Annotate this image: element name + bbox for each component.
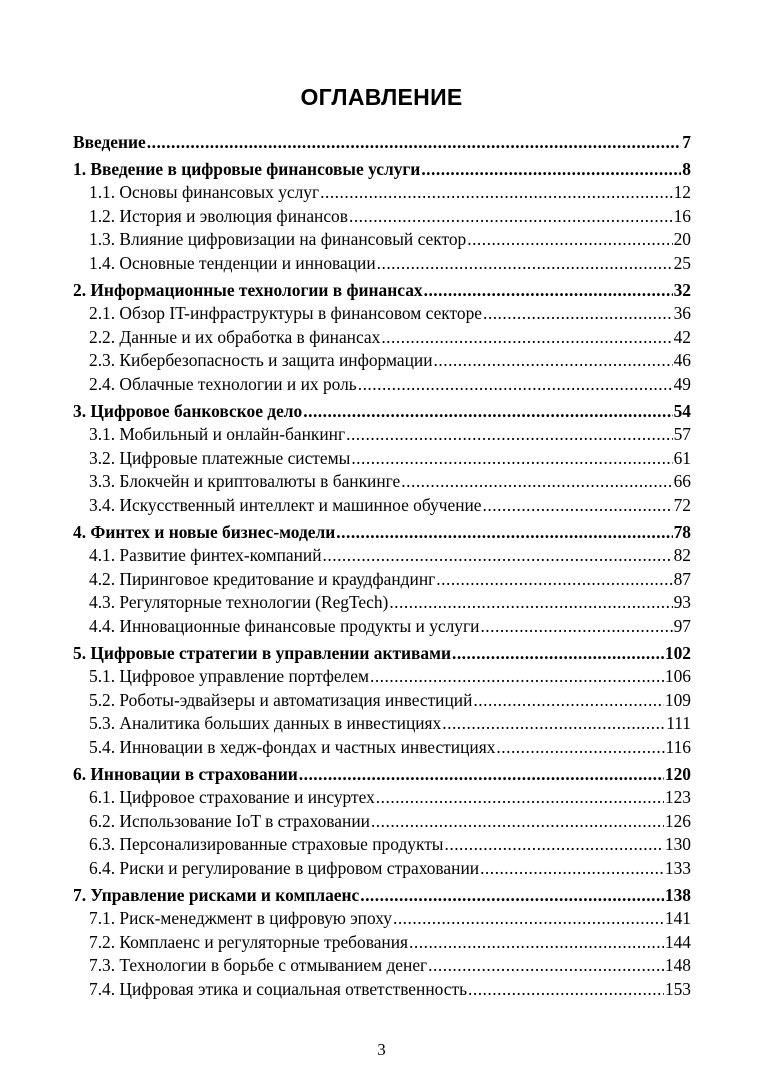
- dot-leader: [468, 978, 664, 1002]
- dot-leader: [371, 810, 664, 834]
- toc-chapter-section: [73, 520, 691, 638]
- dot-leader: [389, 591, 672, 615]
- toc-entry-label: 3. Цифровое банковское дело: [73, 401, 303, 421]
- dot-leader: [436, 568, 672, 592]
- toc-entry-page: 120: [664, 764, 691, 784]
- toc-entry-page: 12: [673, 182, 691, 202]
- toc-entry-label: 3.3. Блокчейн и криптовалюты в банкинге: [89, 471, 401, 491]
- toc-entry-page: 49: [673, 373, 691, 394]
- toc-entry-subsection[interactable]: [73, 373, 691, 397]
- dot-leader: [428, 954, 664, 978]
- toc-entry-page: 87: [673, 568, 691, 589]
- toc-entry-chapter[interactable]: [73, 762, 691, 786]
- dot-leader: [320, 181, 672, 205]
- dot-leader: [424, 278, 673, 302]
- toc-entry-page: 102: [664, 643, 691, 663]
- toc-entry-subsection[interactable]: [73, 423, 691, 447]
- toc-entry-label: 7.3. Технологии в борьбе с отмыванием денег: [89, 955, 428, 975]
- toc-entry-label: 4. Финтех и новые бизнес-модели: [73, 522, 336, 542]
- dot-leader: [336, 520, 672, 544]
- page-number: 3: [377, 1040, 386, 1059]
- dot-leader: [445, 833, 664, 857]
- toc-entry-subsection[interactable]: [73, 568, 691, 592]
- toc-entry-label: 4.2. Пиринговое кредитование и краудфандинг: [89, 568, 436, 589]
- toc-chapter-section: [73, 762, 691, 880]
- toc-entry-label: 5.1. Цифровое управление портфелем: [89, 666, 369, 686]
- toc-entry-page: 7: [682, 132, 691, 152]
- toc-entry-subsection[interactable]: [73, 252, 691, 276]
- toc-entry-page: 141: [664, 908, 691, 928]
- toc-entry-subsection[interactable]: [73, 205, 691, 229]
- toc-entry-subsection[interactable]: [73, 494, 691, 518]
- toc-entry-label: 1.1. Основы финансовых услуг: [89, 182, 320, 202]
- toc-entry-page: 130: [664, 834, 691, 854]
- toc-entry-label: 2.1. Обзор IT-инфраструктуры в финансовом секторе: [89, 303, 482, 323]
- toc-entry-label: 2.4. Облачные технологии и их роль: [89, 373, 357, 394]
- toc-chapter-section: [73, 157, 691, 275]
- dot-leader: [442, 712, 665, 736]
- page-title: ОГЛАВЛЕНИЕ: [300, 84, 463, 110]
- toc-entry-chapter[interactable]: [73, 157, 691, 181]
- toc-entry-label: 5.4. Инновации в хедж-фондах и частных инвестициях: [89, 736, 496, 757]
- dot-leader: [480, 615, 672, 639]
- toc-intro-section: [73, 130, 691, 154]
- toc-chapter-section: [73, 399, 691, 517]
- toc-entry-label: Введение: [73, 132, 146, 152]
- toc-entry-label: 2.2. Данные и их обработка в финансах: [89, 326, 381, 347]
- toc-chapter-section: [73, 883, 691, 1001]
- toc-entry-label: 6.4. Риски и регулирование в цифровом страховании: [89, 857, 480, 878]
- toc-entry-page: 78: [673, 522, 691, 542]
- toc-entry-page: 133: [664, 857, 691, 878]
- toc-entry-page: 138: [664, 885, 691, 905]
- toc-entry-label: 4.3. Регуляторные технологии (RegTech): [89, 592, 389, 612]
- toc-entry-chapter[interactable]: [73, 399, 691, 423]
- toc-entry-label: 7.2. Комплаенс и регуляторные требования: [89, 931, 409, 952]
- dot-leader: [376, 786, 664, 810]
- dot-leader: [393, 907, 664, 931]
- toc-entry-label: 3.4. Искусственный интеллект и машинное обучение: [89, 494, 482, 515]
- dot-leader: [483, 302, 673, 326]
- dot-leader: [370, 665, 664, 689]
- toc-entry-label: 1.2. История и эволюция финансов: [89, 205, 348, 226]
- toc-entry-page: 97: [673, 615, 691, 636]
- toc-entry-page: 111: [666, 713, 691, 733]
- toc-entry-subsection[interactable]: [73, 736, 691, 760]
- dot-leader: [358, 373, 673, 397]
- toc-entry-label: 3.1. Мобильный и онлайн-банкинг: [89, 424, 346, 444]
- dot-leader: [323, 544, 673, 568]
- toc-entry-label: 7.1. Риск-менеджмент в цифровую эпоху: [89, 908, 392, 928]
- dot-leader: [147, 130, 682, 154]
- toc-entry-subsection[interactable]: [73, 181, 691, 205]
- dot-leader: [303, 399, 672, 423]
- dot-leader: [299, 762, 664, 786]
- toc-entry-label: 1. Введение в цифровые финансовые услуги: [73, 159, 421, 179]
- toc-entry-chapter[interactable]: [73, 520, 691, 544]
- toc-entry-page: 123: [664, 787, 691, 807]
- toc-entry-label: 5.3. Аналитика больших данных в инвестициях: [89, 713, 442, 733]
- toc-entry-page: 153: [664, 978, 691, 999]
- toc-entry-page: 36: [673, 303, 691, 323]
- toc-entry-page: 32: [673, 280, 691, 300]
- toc-entry-subsection[interactable]: [73, 447, 691, 471]
- toc-entry-subsection[interactable]: [73, 470, 691, 494]
- toc-entry-page: 25: [673, 252, 691, 273]
- toc-entry-chapter[interactable]: [73, 883, 691, 907]
- toc-entry-subsection[interactable]: [73, 665, 691, 689]
- toc-entry-subsection[interactable]: [73, 931, 691, 955]
- toc-entry-subsection[interactable]: [73, 349, 691, 373]
- toc-entry-page: 72: [673, 494, 691, 515]
- toc-entry-page: 126: [664, 810, 691, 831]
- toc-entry-label: 6.1. Цифровое страхование и инсуртех: [89, 787, 375, 807]
- toc-entry-subsection[interactable]: [73, 712, 691, 736]
- toc-entry-page: 106: [664, 666, 691, 686]
- toc-entry-subsection[interactable]: [73, 326, 691, 350]
- toc-entry-page: 20: [673, 229, 691, 249]
- dot-leader: [421, 157, 681, 181]
- toc-entry-label: 7.4. Цифровая этика и социальная ответственность: [89, 978, 468, 999]
- toc-entry-subsection[interactable]: [73, 689, 691, 713]
- toc-entry-subsection[interactable]: [73, 591, 691, 615]
- dot-leader: [360, 883, 664, 907]
- toc-entry-label: 2. Информационные технологии в финансах: [73, 280, 423, 300]
- toc-entry-label: 1.4. Основные тенденции и инновации: [89, 252, 376, 273]
- toc-entry-subsection[interactable]: [73, 786, 691, 810]
- dot-leader: [483, 494, 673, 518]
- toc-entry-page: 109: [664, 689, 691, 710]
- toc-entry-intro[interactable]: [73, 130, 691, 154]
- toc-entry-page: 66: [673, 471, 691, 491]
- toc-entry-page: 42: [673, 326, 691, 347]
- toc-entry-page: 144: [664, 931, 691, 952]
- dot-leader: [452, 641, 664, 665]
- toc-entry-subsection[interactable]: [73, 954, 691, 978]
- toc-entry-label: 3.2. Цифровые платежные системы: [89, 447, 351, 468]
- toc-entry-label: 7. Управление рисками и комплаенс: [73, 885, 360, 905]
- toc-entry-page: 93: [673, 592, 691, 612]
- dot-leader: [467, 228, 672, 252]
- toc-entry-chapter[interactable]: [73, 278, 691, 302]
- table-of-contents: [73, 130, 691, 1004]
- toc-entry-label: 5. Цифровые стратегии в управлении активами: [73, 643, 451, 663]
- toc-entry-label: 6. Инновации в страховании: [73, 764, 298, 784]
- toc-entry-subsection[interactable]: [73, 907, 691, 931]
- toc-chapter-section: [73, 278, 691, 396]
- toc-entry-label: 1.3. Влияние цифровизации на финансовый сектор: [89, 229, 467, 249]
- toc-entry-label: 6.2. Использование IoT в страховании: [89, 810, 370, 831]
- dot-leader: [401, 470, 672, 494]
- toc-entry-label: 4.1. Развитие финтех-компаний: [89, 545, 322, 565]
- toc-entry-subsection[interactable]: [73, 810, 691, 834]
- toc-entry-label: 6.3. Персонализированные страховые продукты: [89, 834, 444, 854]
- toc-entry-subsection[interactable]: [73, 228, 691, 252]
- toc-entry-page: 148: [664, 955, 691, 975]
- toc-entry-chapter[interactable]: [73, 641, 691, 665]
- toc-entry-subsection[interactable]: [73, 302, 691, 326]
- toc-entry-subsection[interactable]: [73, 857, 691, 881]
- toc-entry-subsection[interactable]: [73, 833, 691, 857]
- dot-leader: [381, 326, 672, 350]
- dot-leader: [473, 689, 663, 713]
- dot-leader: [377, 252, 673, 276]
- toc-entry-page: 116: [665, 736, 691, 757]
- toc-entry-subsection[interactable]: [73, 615, 691, 639]
- dot-leader: [480, 857, 664, 881]
- toc-entry-page: 61: [673, 447, 691, 468]
- toc-entry-label: 2.3. Кибербезопасность и защита информации: [89, 350, 433, 370]
- dot-leader: [409, 931, 664, 955]
- toc-entry-page: 16: [673, 205, 691, 226]
- dot-leader: [349, 205, 673, 229]
- dot-leader: [346, 423, 673, 447]
- toc-entry-subsection[interactable]: [73, 978, 691, 1002]
- toc-entry-page: 54: [673, 401, 691, 421]
- toc-entry-page: 8: [682, 159, 691, 179]
- toc-entry-label: 4.4. Инновационные финансовые продукты и услуги: [89, 615, 480, 636]
- dot-leader: [434, 349, 673, 373]
- toc-entry-label: 5.2. Роботы-эдвайзеры и автоматизация инвестиций: [89, 689, 473, 710]
- dot-leader: [496, 736, 664, 760]
- toc-entry-page: 46: [673, 350, 691, 370]
- toc-entry-subsection[interactable]: [73, 544, 691, 568]
- dot-leader: [351, 447, 672, 471]
- toc-chapter-section: [73, 641, 691, 759]
- toc-entry-page: 82: [673, 545, 691, 565]
- toc-entry-page: 57: [673, 424, 691, 444]
